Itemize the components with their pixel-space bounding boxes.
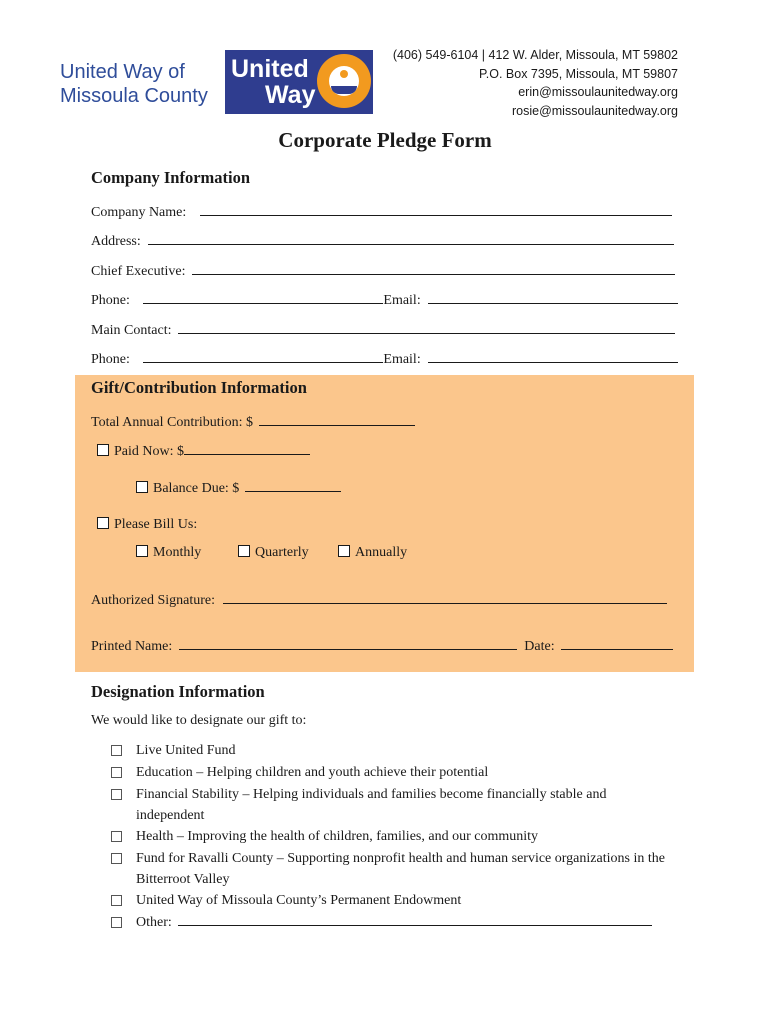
phone-field-2[interactable] <box>143 349 383 363</box>
please-bill-label: Please Bill Us: <box>114 517 198 532</box>
hand-icon <box>317 54 371 108</box>
date-field[interactable] <box>561 636 673 650</box>
company-name-row <box>91 202 672 222</box>
company-heading: Company Information <box>91 168 251 187</box>
balance-due-label: Balance Due: $ <box>153 481 240 496</box>
email-label-2: Email: <box>383 352 421 367</box>
endowment-checkbox[interactable] <box>111 895 122 906</box>
designation-item-label: Education – Helping children and youth achieve their potential <box>136 765 489 780</box>
health-checkbox[interactable] <box>111 831 122 842</box>
phone-label-2: Phone: <box>91 352 130 367</box>
monthly-option <box>136 544 201 562</box>
page-title: Corporate Pledge Form <box>278 128 492 152</box>
quarterly-checkbox[interactable] <box>238 545 250 557</box>
phone-row-2 <box>91 349 678 369</box>
chief-executive-field[interactable] <box>192 261 675 275</box>
main-contact-label: Main Contact: <box>91 323 172 338</box>
printed-name-row <box>91 636 673 656</box>
monthly-label: Monthly <box>153 545 202 560</box>
address-row <box>91 231 674 251</box>
annually-option <box>338 544 407 562</box>
monthly-checkbox[interactable] <box>136 545 148 557</box>
financial-stability-checkbox[interactable] <box>111 789 122 800</box>
gift-heading: Gift/Contribution Information <box>91 378 307 397</box>
designation-item-label: Fund for Ravalli County – Supporting nonprofit health and human service organizations in the Bitterroot Valley <box>136 851 665 887</box>
contact-info <box>393 46 678 120</box>
quarterly-option <box>238 544 309 562</box>
email-label-1: Email: <box>383 293 421 308</box>
united-way-logo <box>225 50 373 114</box>
total-contribution-row <box>91 412 415 432</box>
address-label: Address: <box>91 234 141 249</box>
other-checkbox[interactable] <box>111 917 122 928</box>
designation-intro: We would like to designate our gift to: <box>91 713 307 728</box>
printed-name-field[interactable] <box>179 636 517 650</box>
signature-label: Authorized Signature: <box>91 593 216 608</box>
signature-row <box>91 590 667 610</box>
date-label: Date: <box>524 639 555 654</box>
logo-line-1: United Way of <box>60 61 185 83</box>
printed-name-label: Printed Name: <box>91 639 173 654</box>
live-united-checkbox[interactable] <box>111 745 122 756</box>
designation-heading: Designation Information <box>91 682 265 701</box>
total-contribution-field[interactable] <box>259 412 415 426</box>
logo-word-way: Way <box>265 81 316 109</box>
balance-due-field[interactable] <box>245 478 341 492</box>
logo-text <box>60 60 208 108</box>
designation-item-label: Live United Fund <box>136 743 236 758</box>
other-field[interactable] <box>178 912 652 926</box>
email-field-1[interactable] <box>428 290 678 304</box>
ravalli-checkbox[interactable] <box>111 853 122 864</box>
phone-field-1[interactable] <box>143 290 383 304</box>
total-contribution-label: Total Annual Contribution: $ <box>91 415 253 430</box>
designation-item-label: Other: <box>136 915 172 930</box>
address-field[interactable] <box>148 231 674 245</box>
education-checkbox[interactable] <box>111 767 122 778</box>
signature-field[interactable] <box>223 590 667 604</box>
contact-email-erin: erin@missoulaunitedway.org <box>518 85 678 99</box>
paid-now-checkbox[interactable] <box>97 444 109 456</box>
phone-row-1 <box>91 290 678 310</box>
phone-label-1: Phone: <box>91 293 130 308</box>
balance-due-row <box>136 478 341 498</box>
contact-email-rosie: rosie@missoulaunitedway.org <box>511 103 678 118</box>
contact-phone-address: (406) 549-6104 | 412 W. Alder, Missoula, MT 59802 <box>392 48 678 62</box>
company-name-label: Company Name: <box>91 205 187 220</box>
annually-checkbox[interactable] <box>338 545 350 557</box>
designation-item-label: Health – Improving the health of children, families, and our community <box>136 829 539 844</box>
designation-item-label: Financial Stability – Helping individuals and families become financially stable and independent <box>136 787 607 823</box>
please-bill-checkbox[interactable] <box>97 517 109 529</box>
company-name-field[interactable] <box>200 202 672 216</box>
paid-now-label: Paid Now: $ <box>114 444 184 459</box>
main-contact-row <box>91 320 675 340</box>
chief-executive-row <box>91 261 675 281</box>
annually-label: Annually <box>355 545 408 560</box>
please-bill-row <box>97 516 197 534</box>
contact-po-box: P.O. Box 7395, Missoula, MT 59807 <box>479 66 678 81</box>
paid-now-row <box>97 441 310 461</box>
quarterly-label: Quarterly <box>255 545 309 560</box>
main-contact-field[interactable] <box>178 320 675 334</box>
logo-word-united: United <box>231 55 309 83</box>
logo-line-2: Missoula County <box>60 85 208 107</box>
designation-item-label: United Way of Missoula County’s Permanent Endowment <box>136 893 462 908</box>
chief-executive-label: Chief Executive: <box>91 264 186 279</box>
paid-now-field[interactable] <box>184 441 310 455</box>
designation-other-row <box>136 912 696 933</box>
email-field-2[interactable] <box>428 349 678 363</box>
balance-due-checkbox[interactable] <box>136 481 148 493</box>
